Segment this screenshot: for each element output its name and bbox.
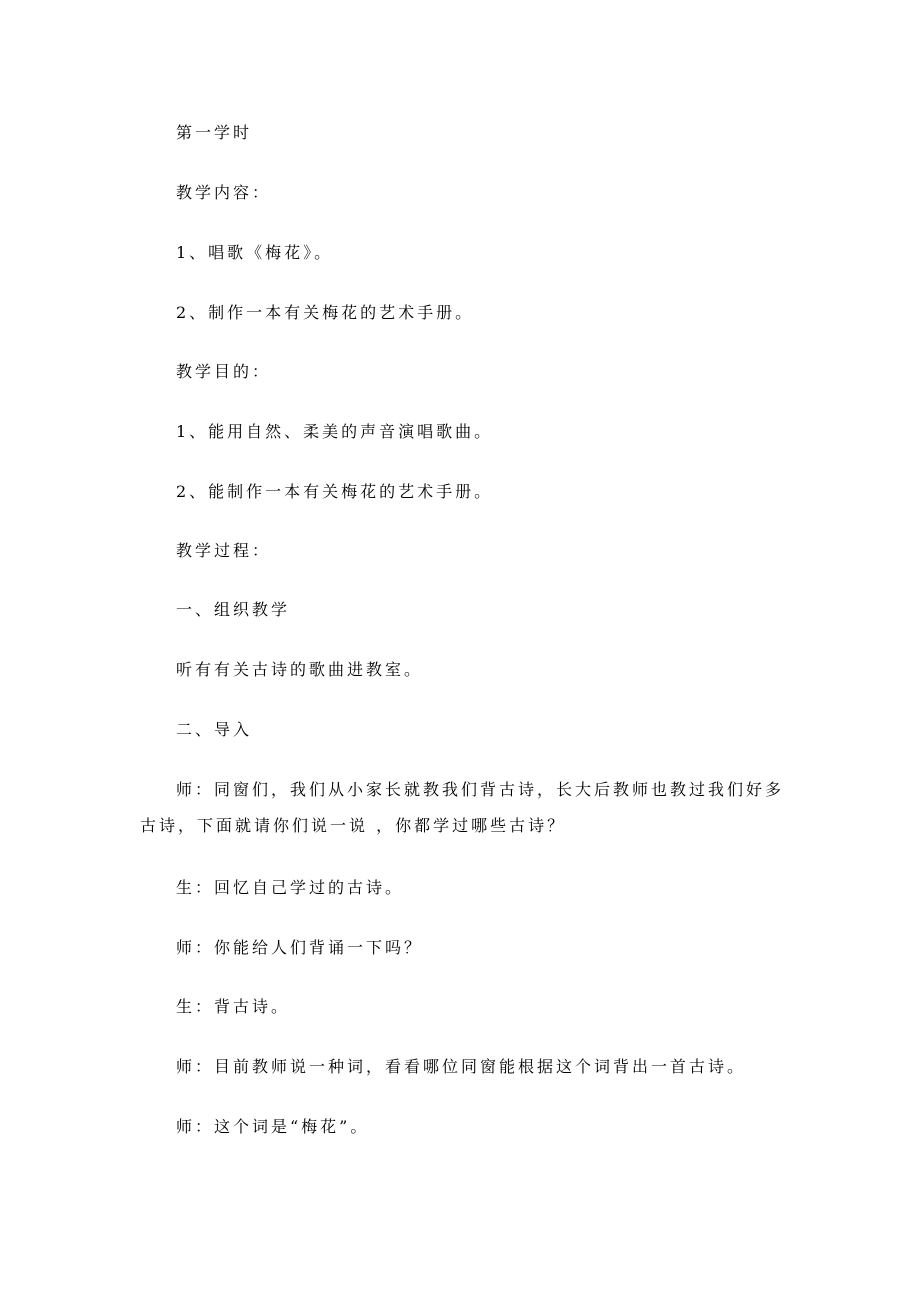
dialogue-line: 生：背古诗。 — [176, 997, 291, 1016]
goal-label: 教学目的： — [176, 362, 272, 381]
section-title: 二、导入 — [176, 720, 253, 739]
dialogue-line: 师：你能给人们背诵一下吗？ — [176, 938, 424, 957]
goal-item: 1、能用自然、柔美的声音演唱歌曲。 — [176, 422, 494, 441]
goal-item: 2、能制作一本有关梅花的艺术手册。 — [176, 482, 494, 501]
content-item: 2、制作一本有关梅花的艺术手册。 — [176, 303, 475, 322]
section-title: 一、组织教学 — [176, 600, 291, 619]
content-item: 1、唱歌《梅花》。 — [176, 243, 334, 262]
lesson-heading: 第一学时 — [176, 123, 253, 142]
process-label: 教学过程： — [176, 541, 272, 560]
content-label: 教学内容： — [176, 183, 272, 202]
section-text: 听有有关古诗的歌曲进教室。 — [176, 660, 424, 679]
dialogue-line: 师：这个词是“梅花”。 — [176, 1117, 370, 1136]
dialogue-line: 生：回忆自己学过的古诗。 — [176, 878, 405, 897]
dialogue-line: 师：目前教师说一种词，看看哪位同窗能根据这个词背出一首古诗。 — [176, 1057, 747, 1076]
dialogue-paragraph: 师：同窗们，我们从小家长就教我们背古诗，长大后教师也教过我们好多古诗，下面就请你们说一说 ，你都学过哪些古诗？ — [140, 780, 785, 835]
